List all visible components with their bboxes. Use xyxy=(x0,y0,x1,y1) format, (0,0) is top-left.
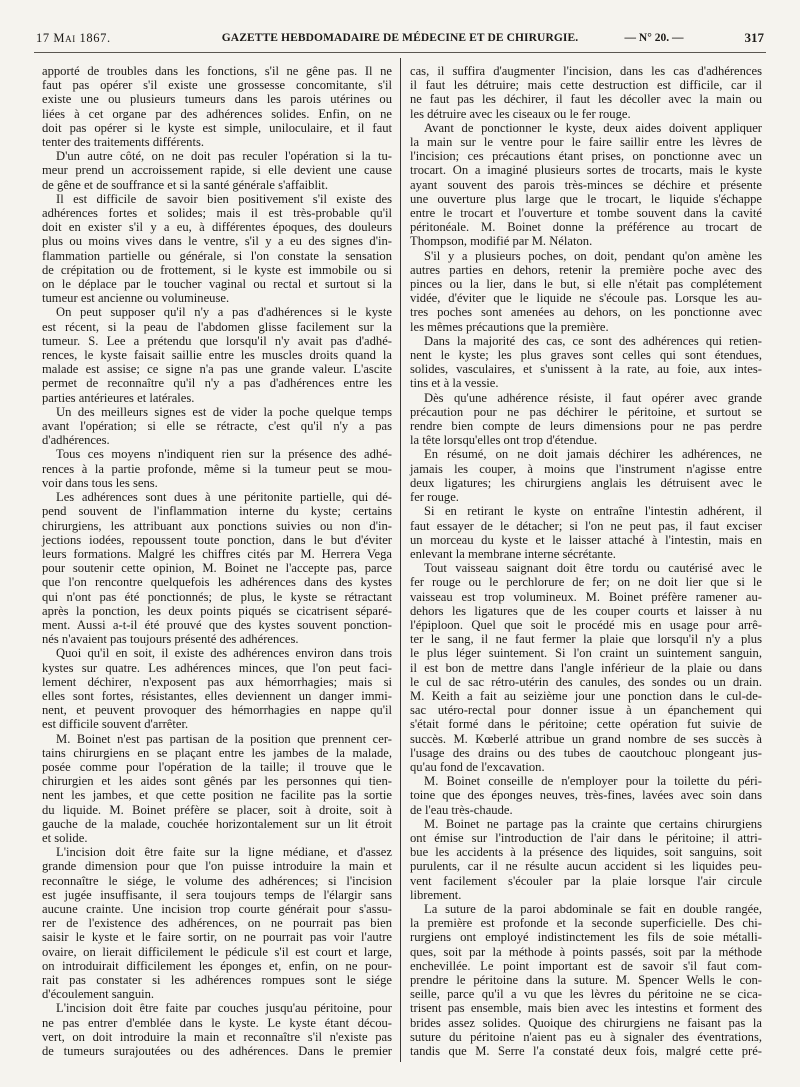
text-line: ont émise sur l'introduction de l'air dans le péritoine; il attri- xyxy=(410,830,762,845)
text-line: précaution pour ne pas déchirer le péritoine, et surtout se xyxy=(410,404,762,419)
text-line: l'épiploon. Quel que soit le procédé mis en usage pour arrê- xyxy=(410,617,762,632)
text-line: la première est profonde et la seconde superficielle. Des chi- xyxy=(410,916,762,931)
text-line: doit pas opérer si le kyste est simple, uniloculaire, et il faut xyxy=(42,120,392,135)
paragraph xyxy=(410,817,762,902)
text-line: pend souvent de l'inflammation interne du kyste; certains xyxy=(42,504,392,519)
text-line: lement déchirer, n'exposent pas aux hémorrhagies; mais si xyxy=(42,674,392,689)
text-line: rait pas constater si les adhérences rompues sont le siége xyxy=(42,973,392,987)
text-line: l'usage des drains ou des tubes de caoutchouc plongeant jus- xyxy=(410,745,762,760)
text-line: ter le sang, il ne faut fermer la plaie que lorsqu'il n'y a plus xyxy=(410,632,762,647)
paragraph xyxy=(42,490,392,646)
text-line: est jugée insuffisante, il sera toujours temps de l'élargir sans xyxy=(42,887,392,902)
text-line: la main sur le ventre pour le faire saillir entre les lèvres de xyxy=(410,135,762,150)
text-line: ment. Aussi a-t-il été prouvé que des kystes souvent ponction- xyxy=(42,617,392,632)
text-line: elles sont fortes, résistantes, elles deviennent un danger immi- xyxy=(42,688,392,703)
text-line: brides assez solides. Quoique des chirurgiens ne faisant pas la xyxy=(410,1015,762,1030)
text-line: M. Keith a fait au seizième jour une ponction dans le cul-de- xyxy=(410,688,762,703)
text-line: sac utéro-rectal pour donner issue à un épanchement qui xyxy=(410,703,762,718)
text-line: Quoi qu'il en soit, il existe des adhérences environ dans trois xyxy=(56,646,392,661)
text-line: gauche de la malade, couchée horizontalement sur un lit étroit xyxy=(42,816,392,831)
text-line: tandis que M. Serre l'a constaté deux fois, malgré cette pré- xyxy=(410,1044,762,1059)
text-line: nent le kyste; les plus graves sont celles qui sont étendues, xyxy=(410,348,762,363)
header-rule xyxy=(34,52,766,53)
paragraph xyxy=(42,149,392,192)
text-line: est difficile souvent d'arrêter. xyxy=(42,717,189,732)
text-line: nent, et peuvent provoquer des hémorrhagies en nappe qu'il xyxy=(42,703,392,718)
text-line: leurs formations. Malgré les chiffres cités par M. Herrera Vega xyxy=(42,546,392,561)
text-line: avant l'opération; si elle se rétracte, c'est qu'il n'y a pas xyxy=(42,419,392,434)
text-line: liées à cet organe par des adhérences solides. Enfin, on ne xyxy=(42,106,392,121)
text-line: doit en exister s'il y a eu, à différentes époques, des douleurs xyxy=(42,220,392,235)
text-line: meur prend un accroissement rapide, si elle devient une cause xyxy=(42,163,392,178)
text-line: vaisseau est trop volumineux. M. Boinet préfère ramener au- xyxy=(410,589,762,604)
page-number: 317 xyxy=(744,30,764,45)
text-line: ques, soit par la méthode à points passés, soit par la méthode xyxy=(410,944,762,959)
text-line: les mêmes précautions que la première. xyxy=(410,319,609,334)
text-line: on introduirait difficilement les éponges et, enfin, on ne pour- xyxy=(42,958,392,973)
text-line: Dans la majorité des cas, ce sont des adhérences qui retien- xyxy=(424,333,762,348)
paragraph xyxy=(42,305,392,404)
text-line: D'un autre côté, on ne doit pas reculer l'opération si la tu- xyxy=(56,149,392,164)
text-line: Avant de ponctionner le kyste, deux aides doivent appliquer xyxy=(424,120,762,135)
text-line: Tout vaisseau saignant doit être tordu ou cautérisé avec le xyxy=(424,561,762,576)
text-line: de l'eau très-chaude. xyxy=(410,802,513,817)
text-line: autres parties en dehors, retenir la première poche avec des xyxy=(410,262,762,277)
text-line: suture du péritoine n'aient pas eu à signaler des éventrations, xyxy=(410,1029,762,1044)
text-line: de tumeurs surajoutées ou des adhérences. Dans le premier xyxy=(42,1044,392,1059)
text-line: ayant souvent des parois très-minces se déchire et présente xyxy=(410,177,762,192)
text-line: les détruire avec les ciseaux ou le fer rouge. xyxy=(410,106,631,121)
text-line: qu'au fond de l'excavation. xyxy=(410,759,545,774)
issue-number: — N° 20. — xyxy=(624,32,684,44)
paragraph xyxy=(42,1001,392,1058)
text-line: vent facilement s'écouler par la plaie lorsque l'air circule xyxy=(410,873,762,888)
text-line: reconnaître le siége, le volume des adhérences; si l'incision xyxy=(42,873,392,888)
text-line: saisir le kyste et le faire sortir, on ne pourrait pas voir l'autre xyxy=(42,930,392,945)
text-line: bue les accidents à la présence des liquides, soit sanguins, soit xyxy=(410,845,762,860)
text-line: ne faut pas les déchirer, il faut les décoller avec la main ou xyxy=(410,92,762,107)
text-line: nés n'avaient pas toujours présenté des adhérences. xyxy=(42,632,299,647)
text-line: voir dans tous les sens. xyxy=(42,475,158,490)
text-line: vert, on doit introduire la main et reconnaître s'il n'existe pas xyxy=(42,1029,392,1044)
text-line: M. Boinet conseille de n'employer pour la toilette du péri- xyxy=(424,774,762,789)
text-line: pinces ou la lier, dans le but, si elle n'était pas complétement xyxy=(410,277,762,292)
paragraph xyxy=(410,447,762,504)
text-line: la tête lorsqu'elles ont trop d'étendue. xyxy=(410,433,598,448)
text-line: deux ligatures; les chirurgiens anglais les détruisent avec le xyxy=(410,475,762,490)
text-line: le plus léger suintement. Si l'on craint un suintement sanguin, xyxy=(410,646,762,661)
paragraph xyxy=(42,845,392,1001)
text-line: qui n'ont pas été ponctionnés; de plus, le kyste se rétractant xyxy=(42,589,392,604)
text-line: Dès qu'une adhérence résiste, il faut opérer avec grande xyxy=(424,390,762,405)
text-line: trisent pas ensemble, mais bien avec les intestins et forment des xyxy=(410,1001,762,1016)
text-line: M. Boinet ne partage pas la crainte que certains chirurgiens xyxy=(424,816,762,831)
text-line: on le déplace par le toucher vaginal ou rectal et surtout si la xyxy=(42,277,392,292)
paragraph xyxy=(410,902,762,1058)
text-line: parties antérieures et latérales. xyxy=(42,390,195,405)
text-line: solides, vasculaires, et s'unissent à la rate, au foie, aux intes- xyxy=(410,362,762,377)
text-line: jamais les couper, à moins que l'instrument n'agisse entre xyxy=(410,461,762,476)
text-line: d'écoulement sanguin. xyxy=(42,987,155,1002)
text-line: est récent, si la peau de l'abdomen glisse facilement sur la xyxy=(42,319,392,334)
text-line: rer de l'existence des adhérences, on ne pourrait pas bien xyxy=(42,916,392,931)
text-line: péritonéale. M. Boinet donne la préférence au trocart de xyxy=(410,220,762,235)
text-line: faut essayer de le détacher; si l'on ne peut pas, il faut exciser xyxy=(410,518,762,533)
text-line: rences à la partie profonde, même si la tumeur peut se mou- xyxy=(42,461,392,476)
text-line: après la ponction, les deux points piqués se cicatrisent séparé- xyxy=(42,603,392,618)
text-line: ne pas entrer d'emblée dans le kyste. Le kyste étant décou- xyxy=(42,1015,392,1030)
text-line: plus ou moins vives dans le ventre, s'il y a eu des signes d'in- xyxy=(42,234,392,249)
text-line: Si en retirant le kyste on entraîne l'intestin adhérent, il xyxy=(424,504,762,519)
text-line: tres poches sont amenées au dehors, on les ponctionne avec xyxy=(410,305,762,320)
paragraph xyxy=(410,121,762,249)
text-line: prendre le péritoine dans la suture. M. Spencer Wells le con- xyxy=(410,973,762,987)
text-line: Il est difficile de savoir bien positivement s'il existe des xyxy=(56,191,392,206)
text-column-left xyxy=(42,64,392,1058)
text-line: tains chirurgiens en se plaçant entre les jambes de la malade, xyxy=(42,745,392,760)
text-line: fer rouge. xyxy=(410,490,459,505)
text-line: pour soutenir cette opinion, M. Boinet ne l'accepte pas, parce xyxy=(42,561,392,576)
text-line: apporté de troubles dans les fonctions, s'il ne gêne pas. Il ne xyxy=(42,64,392,78)
text-line: jections iodées, repoussent toute ponction, dans le but d'éviter xyxy=(42,532,392,547)
publication-title: GAZETTE HEBDOMADAIRE DE MÉDECINE ET DE CHIRURGIE. xyxy=(221,32,579,44)
text-line: faut pas opérer s'il existe une grossesse concomitante, s'il xyxy=(42,78,392,93)
text-line: tins et à la vessie. xyxy=(410,376,499,391)
text-line: cas, il suffira d'augmenter l'incision, dans les cas d'adhérences xyxy=(410,64,762,78)
text-line: M. Boinet n'est pas partisan de la position que prennent cer- xyxy=(56,731,392,746)
text-line: chirurgiens, les attribuant aux ponctions suivies ou non d'in- xyxy=(42,518,392,533)
paragraph xyxy=(410,774,762,817)
text-line: kystes sur quatre. Les adhérences minces, que l'on peut faci- xyxy=(42,660,392,675)
text-line: grande dimension pour que l'on puisse introduire la main et xyxy=(42,859,392,874)
text-line: entre le trocart et l'ouverture et tombe souvent dans la cavité xyxy=(410,206,762,221)
paragraph xyxy=(410,561,762,774)
text-line: permet de reconnaître qu'il n'y a pas d'adhérences entre les xyxy=(42,376,392,391)
text-line: vidée, d'éviter que le liquide ne s'écoule pas. Lorsque les au- xyxy=(410,291,762,306)
text-line: succès. M. Kœberlé attribue un grand nombre de ses succès à xyxy=(410,731,762,746)
text-line: librement. xyxy=(410,887,462,902)
text-line: l'incision; ces précautions étant prises, on ponctionne avec un xyxy=(410,149,762,164)
text-line: adhérences fortes et solides; mais il est très-probable qu'il xyxy=(42,206,392,221)
paragraph xyxy=(410,64,762,121)
text-line: flammation partielle ou générale, si l'on constate la sensation xyxy=(42,248,392,263)
text-line: La suture de la paroi abdominale se fait en double rangée, xyxy=(424,901,762,916)
paragraph xyxy=(42,732,392,846)
text-line: nent les jambes, et que cette position ne facilite pas la sortie xyxy=(42,788,392,803)
text-line: aucune crainte. Une incision trop courte générait pour s'assu- xyxy=(42,901,392,916)
text-line: existe une ou plusieurs tumeurs dans les parois utérines ou xyxy=(42,92,392,107)
text-line: d'adhérences. xyxy=(42,433,110,448)
text-line: du liquide. M. Boinet préfère se placer, soit à droite, soit à xyxy=(42,802,392,817)
text-line: Les adhérences sont dues à une péritonite partielle, qui dé- xyxy=(56,490,392,505)
column-divider xyxy=(400,58,401,1062)
text-line: chirurgien et les aides sont gênés par les personnes qui tien- xyxy=(42,774,392,789)
text-line: On peut supposer qu'il n'y a pas d'adhérences si le kyste xyxy=(56,305,392,320)
paragraph xyxy=(410,249,762,334)
text-line: Tous ces moyens n'indiquent rien sur la présence des adhé- xyxy=(56,447,392,462)
text-line: S'il y a plusieurs poches, on doit, pendant qu'on amène les xyxy=(424,248,762,263)
paragraph xyxy=(410,334,762,391)
text-line: L'incision doit être faite par couches jusqu'au péritoine, pour xyxy=(56,1001,392,1016)
text-line: tumeur est ancienne ou volumineuse. xyxy=(42,291,230,306)
paragraph xyxy=(42,447,392,490)
issue-date: 17 Mai 1867. xyxy=(36,31,111,45)
text-line: que l'on rencontre quelquefois les adhérences dans des kystes xyxy=(42,575,392,590)
text-line: L'incision doit être faite sur la ligne médiane, et d'assez xyxy=(56,845,392,860)
text-line: trocart. On a imaginé plusieurs sortes de trocarts, mais le kyste xyxy=(410,163,762,178)
paragraph xyxy=(42,64,392,149)
paragraph xyxy=(42,405,392,448)
text-line: le cul de sac rétro-utérin des canules, des sondes ou un drain. xyxy=(410,674,762,689)
text-line: un morceau du kyste et le laisser attaché à l'intestin, mais en xyxy=(410,532,762,547)
text-line: seille, parce qu'il a vu que les lèvres du péritoine ne se cica- xyxy=(410,987,762,1002)
paragraph xyxy=(42,192,392,306)
text-line: dehors les ligatures que de les couper courts et laisser à nu xyxy=(410,603,762,618)
text-line: et solide. xyxy=(42,830,88,845)
text-line: rendre bien compte de leurs dimensions pour ne pas perdre xyxy=(410,419,762,434)
text-line: ovaire, on lierait difficilement le pédicule s'il est court et large, xyxy=(42,944,392,959)
paragraph xyxy=(42,646,392,731)
text-line: malade est assise; ce signe n'a pas une grande valeur. L'ascite xyxy=(42,362,392,377)
paragraph xyxy=(410,504,762,561)
text-line: Un des meilleurs signes est de vider la poche quelque temps xyxy=(56,404,392,419)
text-line: une ouverture plus large que le trocart, le liquide s'échappe xyxy=(410,191,762,206)
text-line: rences, le kyste faisait saillie entre les muscles droits quand la xyxy=(42,348,392,363)
text-line: il faut les détruire; mais cette destruction est difficile, car il xyxy=(410,78,762,93)
text-line: enchevillée. Le point important est de savoir s'il faut com- xyxy=(410,958,762,973)
text-line: de gêne et de souffrance et si la santé générale s'affaiblit. xyxy=(42,177,329,192)
text-column-right xyxy=(410,64,762,1058)
text-line: il est bon de mettre dans l'angle inférieur de la plaie ou dans xyxy=(410,660,762,675)
text-line: enlevant la membrane interne sécrétante. xyxy=(410,546,616,561)
text-line: tenter des traitements différents. xyxy=(42,135,205,150)
text-line: tumeur. S. Lee a prétendu que lorsqu'il n'y avait pas d'adhé- xyxy=(42,333,392,348)
text-line: toine que des éponges neuves, très-fines, lavées avec soin dans xyxy=(410,788,762,803)
text-line: En résumé, on ne doit jamais déchirer les adhérences, ne xyxy=(424,447,762,462)
text-line: rurgiens ont employé indistinctement les fils de soie métalli- xyxy=(410,930,762,945)
text-line: s'était formé dans le péritoine; cette opération fut suivie de xyxy=(410,717,762,732)
text-line: Thompson, modifié par M. Nélaton. xyxy=(410,234,593,249)
text-line: de crépitation ou de frottement, si le kyste est immobile ou si xyxy=(42,262,392,277)
text-line: fer rouge ou le perchlorure de fer; on ne doit lier que si le xyxy=(410,575,762,590)
text-line: purulents, car il ne résulte aucun accident si les liquides peu- xyxy=(410,859,762,874)
paragraph xyxy=(410,391,762,448)
text-line: posée comme pour l'opération de la taille; il trouve que le xyxy=(42,759,392,774)
